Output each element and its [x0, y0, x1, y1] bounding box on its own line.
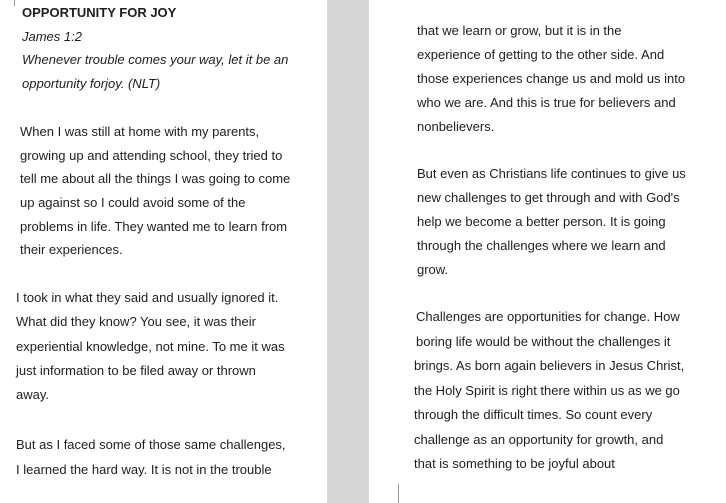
verse-line: opportunity forjoy. (NLT) [22, 76, 161, 91]
paragraph-line: But as I faced some of those same challenges, [16, 437, 286, 452]
paragraph-line: growing up and attending school, they tried to [20, 148, 283, 163]
paragraph-line: up against so I could avoid some of the [20, 195, 246, 210]
paragraph-line: that we learn or grow, but it is in the [417, 23, 622, 38]
paragraph-line: that is something to be joyful about [414, 456, 615, 471]
scripture-reference: James 1:2 [22, 29, 82, 44]
paragraph-line: I took in what they said and usually ignored it. [16, 290, 279, 305]
paragraph-line: nonbelievers. [417, 119, 495, 134]
paragraph-line: challenge as an opportunity for growth, and [414, 432, 664, 447]
paragraph-line: who we are. And this is true for believers and [417, 95, 676, 110]
paragraph-line: I learned the hard way. It is not in the trouble [16, 462, 272, 477]
paragraph-line: away. [16, 387, 49, 402]
paragraph-line: new challenges to get through and with God's [417, 190, 680, 205]
paragraph-line: problems in life. They wanted me to learn from [20, 219, 288, 234]
paragraph-line: their experiences. [20, 242, 123, 257]
verse-line: Whenever trouble comes your way, let it be an [22, 52, 289, 67]
left-page [0, 0, 327, 503]
paragraph-line: experience of getting to the other side. And [417, 47, 665, 62]
paragraph-line: the Holy Spirit is right there within us as we go [414, 383, 680, 398]
paragraph-line: brings. As born again believers in Jesus Christ, [414, 358, 685, 373]
corner-mark [14, 0, 15, 6]
paragraph-line: What did they know? You see, it was their [16, 314, 256, 329]
document-title: OPPORTUNITY FOR JOY [22, 5, 177, 20]
paragraph-line: But even as Christians life continues to give us [417, 166, 686, 181]
paragraph-line: those experiences change us and mold us into [417, 71, 686, 86]
margin-mark [398, 484, 399, 503]
paragraph-line: boring life would be without the challenges it [416, 334, 671, 349]
paragraph-line: tell me about all the things I was going to come [20, 171, 291, 186]
paragraph-line: through the challenges where we learn and [417, 238, 666, 253]
paragraph-line: When I was still at home with my parents, [20, 124, 260, 139]
paragraph-line: just information to be filed away or thrown [16, 363, 256, 378]
right-page [369, 0, 726, 503]
paragraph-line: help we become a better person. It is going [417, 214, 666, 229]
paragraph-line: through the difficult times. So count every [414, 407, 653, 422]
paragraph-line: grow. [417, 262, 449, 277]
paragraph-line: experiential knowledge, not mine. To me it was [16, 339, 285, 354]
paragraph-line: Challenges are opportunities for change. How [416, 309, 680, 324]
